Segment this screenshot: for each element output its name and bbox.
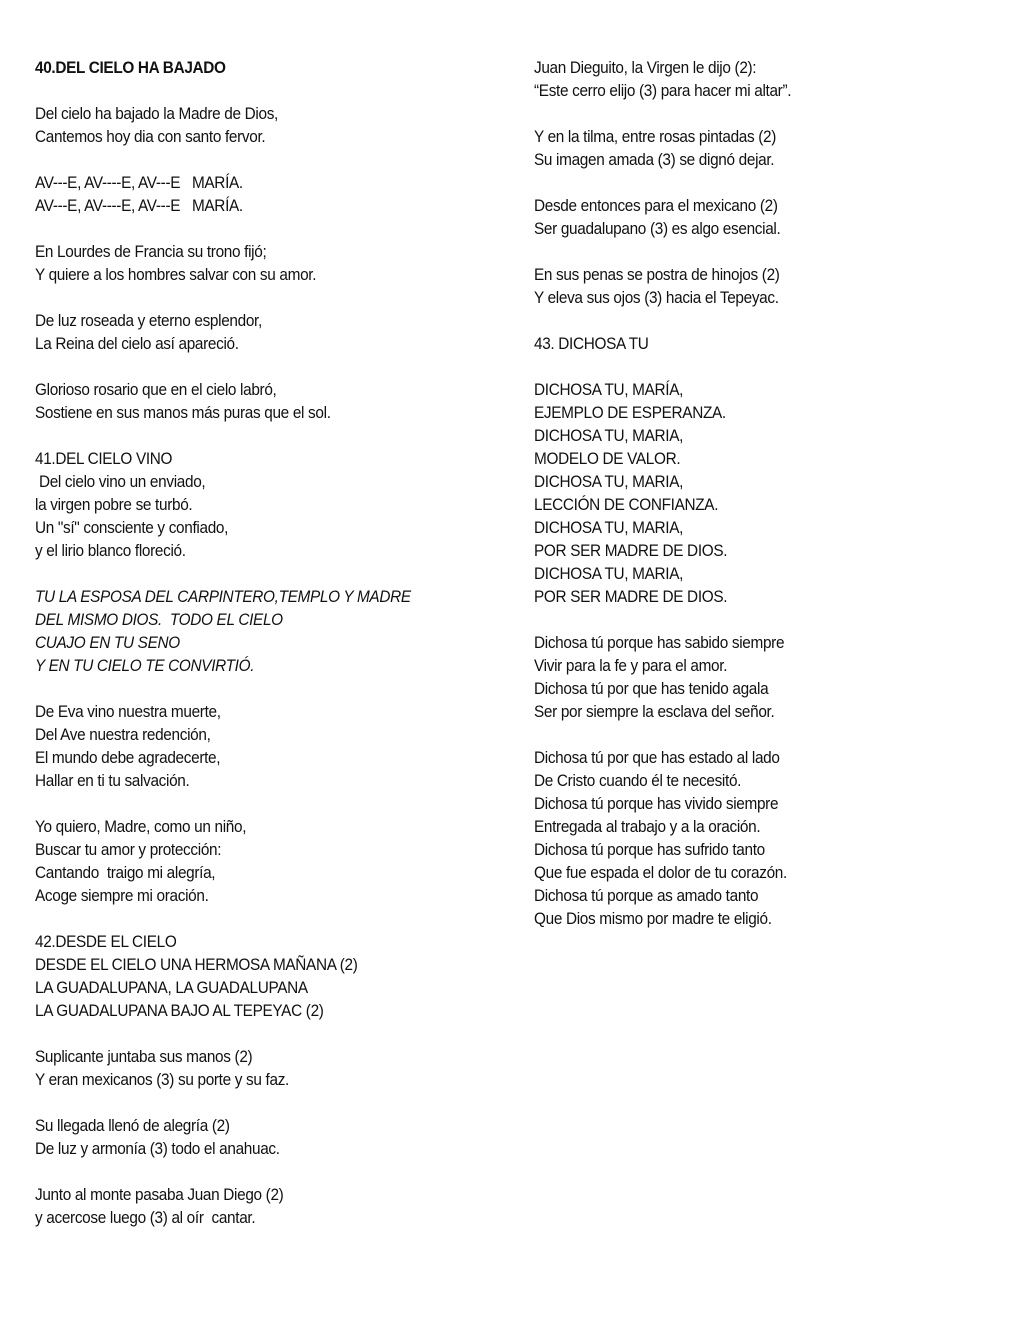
lyric-line: De luz y armonía (3) todo el anahuac. <box>35 1140 280 1158</box>
lyric-line: DICHOSA TU, MARIA, <box>534 565 684 583</box>
stanza <box>534 333 1004 356</box>
lyric-line: Buscar tu amor y protección: <box>35 841 222 859</box>
stanza-gap <box>35 149 505 172</box>
stanza-gap <box>35 678 505 701</box>
lyric-line: 43. DICHOSA TU <box>534 335 649 353</box>
lyric-line: Entregada al trabajo y a la oración. <box>534 818 761 836</box>
stanza <box>534 747 1004 931</box>
stanza <box>35 586 505 678</box>
stanza-gap <box>35 793 505 816</box>
lyric-line: La Reina del cielo así apareció. <box>35 335 239 353</box>
stanza-gap <box>534 241 1004 264</box>
stanza-gap <box>534 609 1004 632</box>
lyric-line: Suplicante juntaba sus manos (2) <box>35 1048 253 1066</box>
lyric-line: De Cristo cuando él te necesitó. <box>534 772 742 790</box>
lyric-line: Y quiere a los hombres salvar con su amor. <box>35 266 317 284</box>
stanza <box>534 126 1004 172</box>
stanza <box>35 701 505 793</box>
lyric-line: AV---E, AV----E, AV---E MARÍA. <box>35 174 243 192</box>
stanza-gap <box>35 1161 505 1184</box>
lyric-line: Dichosa tú por que has tenido agala <box>534 680 769 698</box>
stanza <box>534 379 1004 609</box>
stanza-gap <box>534 103 1004 126</box>
lyric-line: Vivir para la fe y para el amor. <box>534 657 728 675</box>
stanza-gap <box>534 724 1004 747</box>
stanza-gap <box>35 563 505 586</box>
lyric-line: DICHOSA TU, MARÍA, <box>534 381 684 399</box>
lyric-line: 42.DESDE EL CIELO <box>35 933 177 951</box>
stanza <box>534 632 1004 724</box>
lyric-line: El mundo debe agradecerte, <box>35 749 221 767</box>
lyric-line: LA GUADALUPANA, LA GUADALUPANA <box>35 979 308 997</box>
lyric-line: Yo quiero, Madre, como un niño, <box>35 818 247 836</box>
stanza <box>35 1115 505 1161</box>
lyric-line: Que Dios mismo por madre te eligió. <box>534 910 772 928</box>
stanza-gap <box>35 356 505 379</box>
lyric-line: EJEMPLO DE ESPERANZA. <box>534 404 726 422</box>
lyric-line: “Este cerro elijo (3) para hacer mi altar”. <box>534 82 792 100</box>
lyric-line: LA GUADALUPANA BAJO AL TEPEYAC (2) <box>35 1002 324 1020</box>
lyric-line: LECCIÓN DE CONFIANZA. <box>534 496 719 514</box>
stanza-gap <box>35 1092 505 1115</box>
lyric-line: De luz roseada y eterno esplendor, <box>35 312 262 330</box>
stanza-gap <box>534 356 1004 379</box>
lyric-line: y acercose luego (3) al oír cantar. <box>35 1209 256 1227</box>
stanza <box>534 57 1004 103</box>
lyric-line: Ser guadalupano (3) es algo esencial. <box>534 220 781 238</box>
stanza <box>35 172 505 218</box>
lyric-line: De Eva vino nuestra muerte, <box>35 703 221 721</box>
lyric-line: Su llegada llenó de alegría (2) <box>35 1117 230 1135</box>
lyric-line: DICHOSA TU, MARIA, <box>534 473 684 491</box>
stanza-gap <box>35 425 505 448</box>
lyric-line: Juan Dieguito, la Virgen le dijo (2): <box>534 59 757 77</box>
lyric-line: DICHOSA TU, MARIA, <box>534 519 684 537</box>
stanza <box>35 448 505 563</box>
lyric-line: AV---E, AV----E, AV---E MARÍA. <box>35 197 243 215</box>
stanza-gap <box>35 80 505 103</box>
stanza <box>35 816 505 908</box>
lyric-line: Ser por siempre la esclava del señor. <box>534 703 775 721</box>
lyric-line: Desde entonces para el mexicano (2) <box>534 197 778 215</box>
lyric-line: Glorioso rosario que en el cielo labró, <box>35 381 277 399</box>
lyric-line: Cantando traigo mi alegría, <box>35 864 216 882</box>
stanza-gap <box>35 1023 505 1046</box>
lyric-line: Y EN TU CIELO TE CONVIRTIÓ. <box>35 657 255 675</box>
stanza <box>35 241 505 287</box>
stanza <box>35 57 505 80</box>
stanza-gap <box>35 908 505 931</box>
lyric-line: DEL MISMO DIOS. TODO EL CIELO <box>35 611 283 629</box>
lyric-line: Y eran mexicanos (3) su porte y su faz. <box>35 1071 289 1089</box>
lyric-line: En sus penas se postra de hinojos (2) <box>534 266 780 284</box>
lyric-line: Del Ave nuestra redención, <box>35 726 211 744</box>
stanza-gap <box>35 218 505 241</box>
left-column <box>35 57 505 1230</box>
right-column <box>534 57 1004 931</box>
lyric-line: Dichosa tú por que has estado al lado <box>534 749 780 767</box>
stanza <box>534 195 1004 241</box>
lyric-line: Del cielo ha bajado la Madre de Dios, <box>35 105 279 123</box>
lyric-line: Junto al monte pasaba Juan Diego (2) <box>35 1186 284 1204</box>
lyric-line: En Lourdes de Francia su trono fijó; <box>35 243 267 261</box>
stanza <box>35 1184 505 1230</box>
stanza <box>35 931 505 1023</box>
lyric-line: TU LA ESPOSA DEL CARPINTERO,TEMPLO Y MADRE <box>35 588 411 606</box>
lyric-line: Dichosa tú porque has sufrido tanto <box>534 841 765 859</box>
lyric-line: Dichosa tú porque as amado tanto <box>534 887 759 905</box>
stanza-gap <box>534 172 1004 195</box>
stanza-gap <box>35 287 505 310</box>
stanza-gap <box>534 310 1004 333</box>
stanza <box>534 264 1004 310</box>
lyric-line: Que fue espada el dolor de tu corazón. <box>534 864 787 882</box>
stanza <box>35 103 505 149</box>
lyric-line: Dichosa tú porque has sabido siempre <box>534 634 785 652</box>
lyric-line: Del cielo vino un enviado, <box>35 473 206 491</box>
lyric-line: CUAJO EN TU SENO <box>35 634 180 652</box>
lyric-line: POR SER MADRE DE DIOS. <box>534 588 728 606</box>
lyric-line: y el lirio blanco floreció. <box>35 542 186 560</box>
lyric-line: POR SER MADRE DE DIOS. <box>534 542 728 560</box>
lyric-line: Cantemos hoy dia con santo fervor. <box>35 128 266 146</box>
stanza <box>35 310 505 356</box>
stanza <box>35 1046 505 1092</box>
stanza <box>35 379 505 425</box>
lyric-line: la virgen pobre se turbó. <box>35 496 193 514</box>
lyric-line: Dichosa tú porque has vivido siempre <box>534 795 779 813</box>
lyric-line: Y eleva sus ojos (3) hacia el Tepeyac. <box>534 289 779 307</box>
lyric-line: DESDE EL CIELO UNA HERMOSA MAÑANA (2) <box>35 956 358 974</box>
lyric-line: Su imagen amada (3) se dignó dejar. <box>534 151 775 169</box>
lyric-line: Acoge siempre mi oración. <box>35 887 209 905</box>
lyric-line: 41.DEL CIELO VINO <box>35 450 173 468</box>
lyric-line: Un "sí" consciente y confiado, <box>35 519 229 537</box>
lyric-line: Y en la tilma, entre rosas pintadas (2) <box>534 128 777 146</box>
lyric-line: MODELO DE VALOR. <box>534 450 681 468</box>
lyric-line: Sostiene en sus manos más puras que el sol. <box>35 404 331 422</box>
lyric-line: Hallar en ti tu salvación. <box>35 772 190 790</box>
lyric-line: DICHOSA TU, MARIA, <box>534 427 684 445</box>
lyric-line: 40.DEL CIELO HA BAJADO <box>35 59 226 77</box>
